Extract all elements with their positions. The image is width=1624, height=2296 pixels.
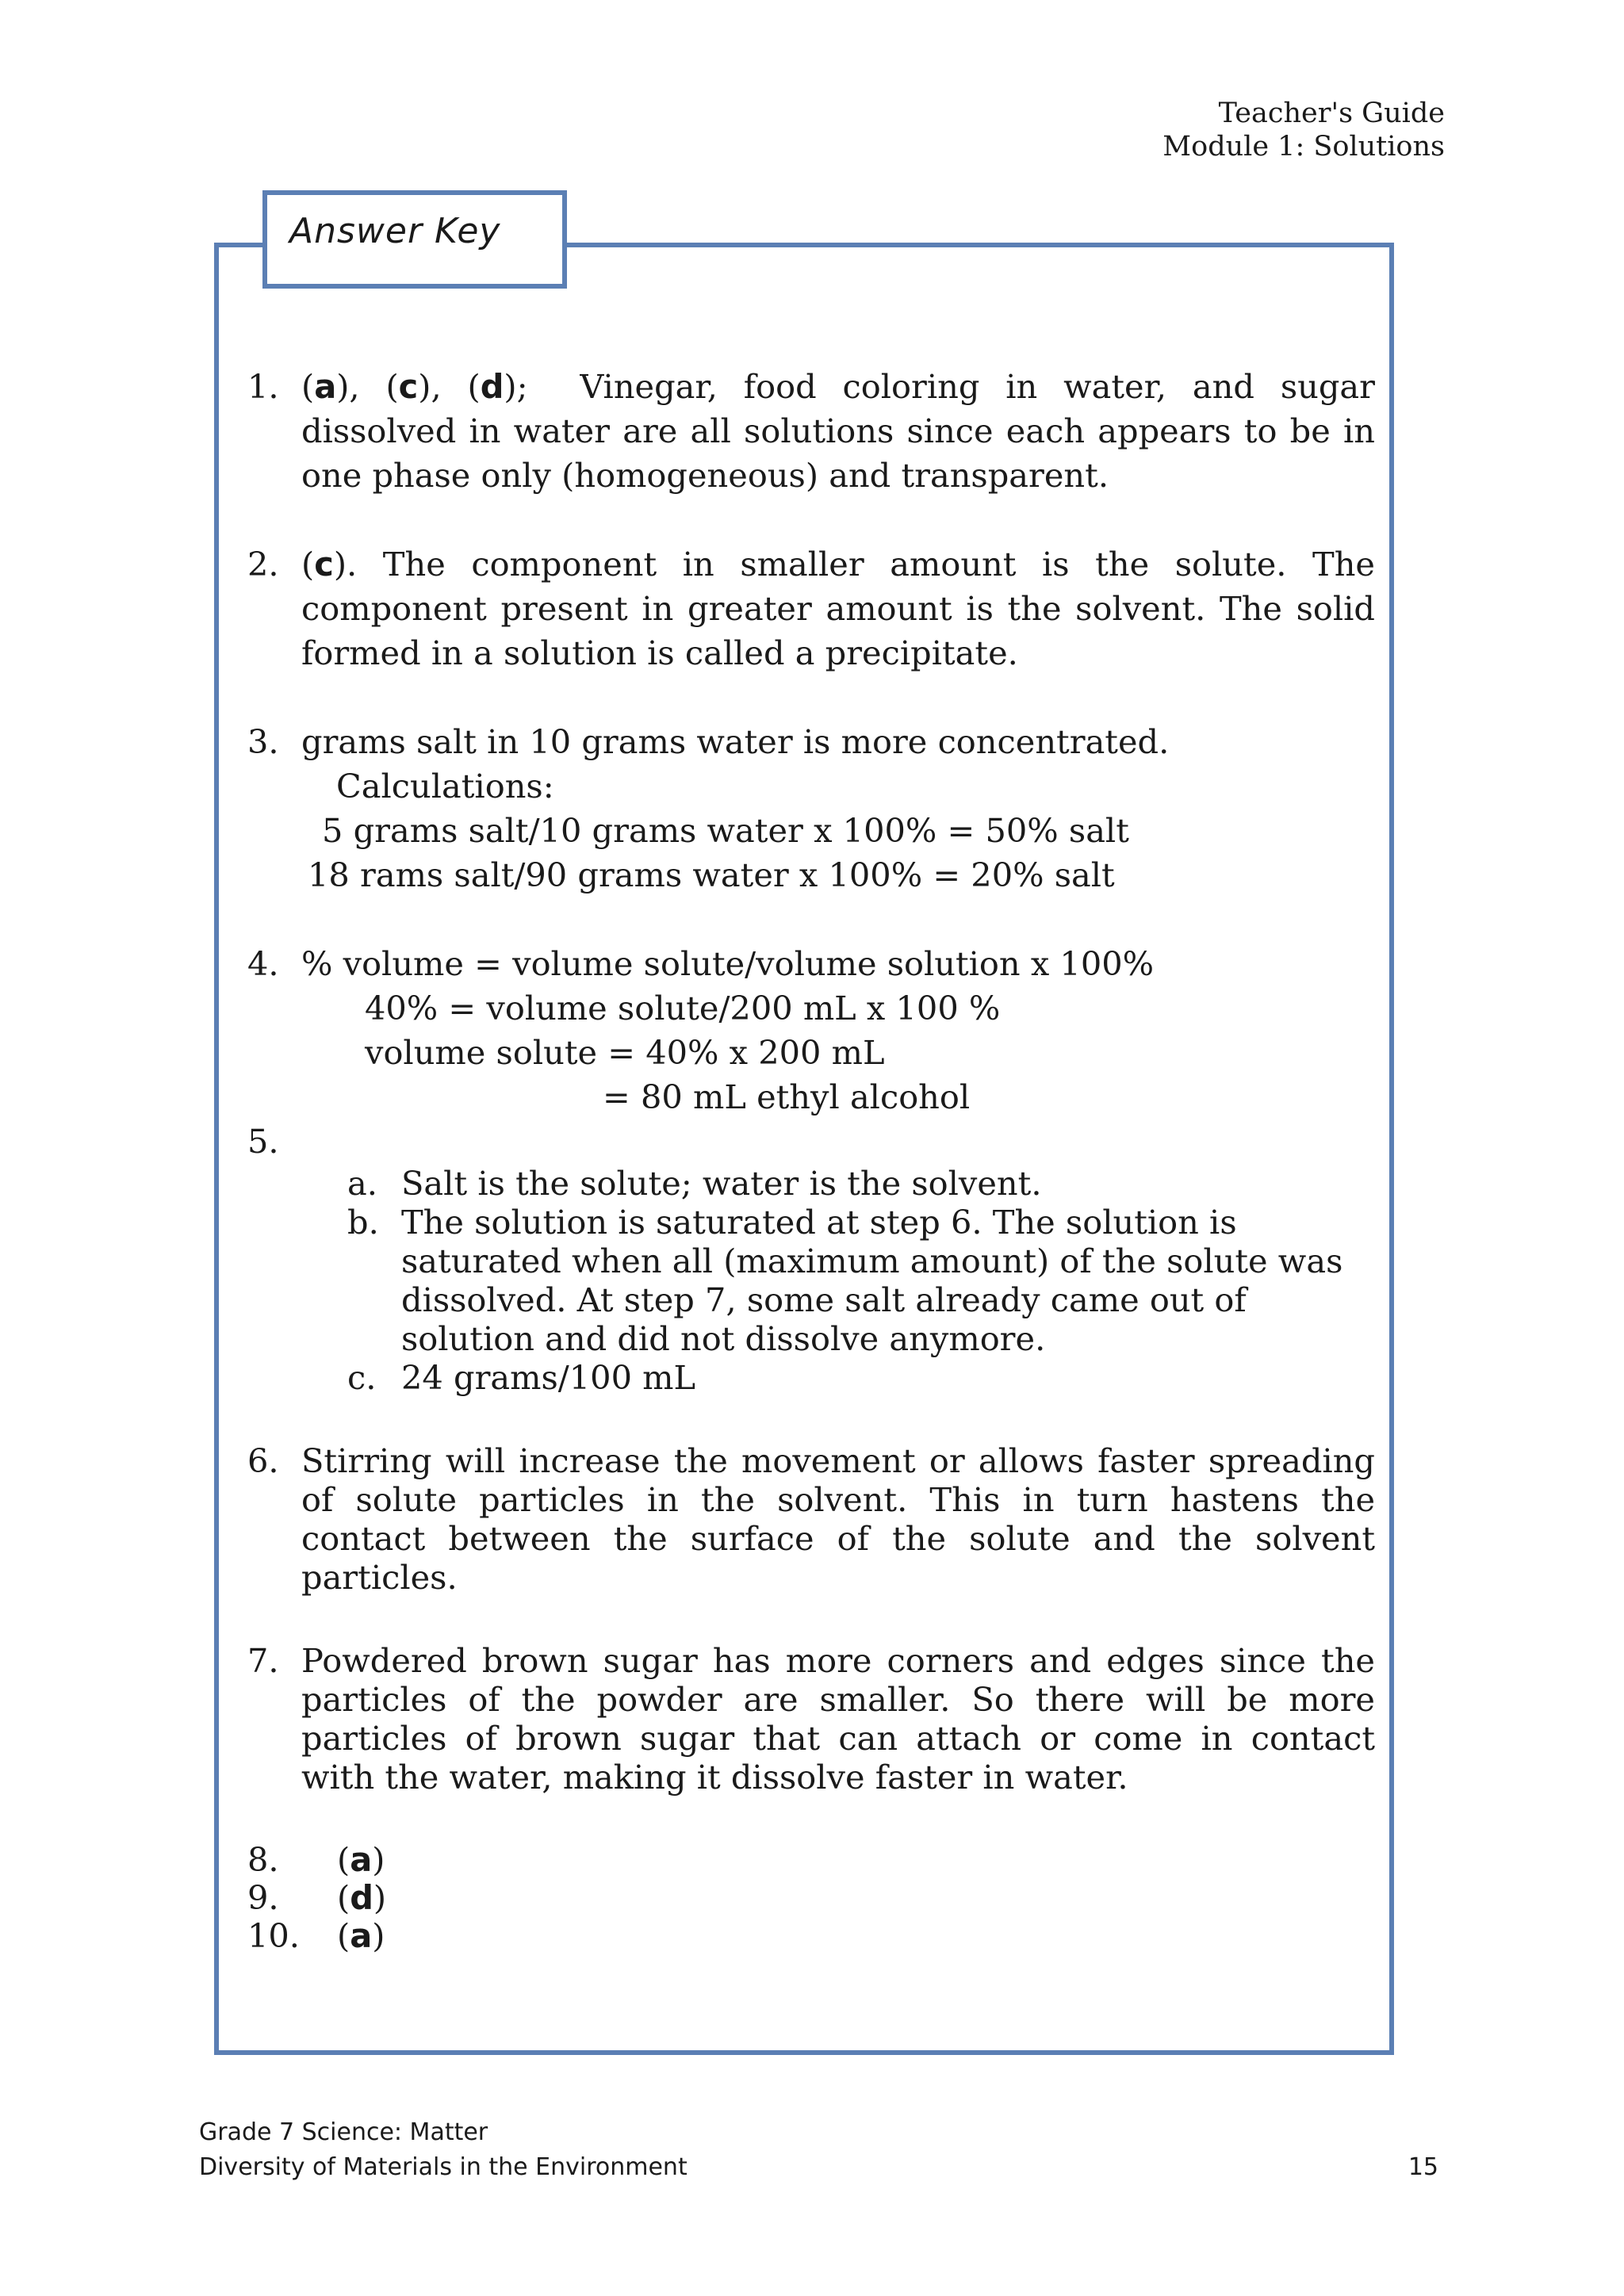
header-module-title: Module 1: Solutions (1162, 131, 1445, 163)
calculation-line: 18 rams salt/90 grams water x 100% = 20% salt (308, 855, 1115, 894)
answer-5a (347, 1164, 1375, 1203)
answer-text: % volume = volume solute/volume solution x 100% (301, 944, 1155, 983)
page-footer (199, 2115, 688, 2185)
choice-letter: a (350, 1840, 373, 1879)
answer-text: grams salt in 10 grams water is more concentrated. (301, 722, 1170, 761)
answer-number: 1. (247, 367, 279, 406)
answer-text: Vinegar, food coloring in water, and sugar dissolved in water are all solutions since each appears to be in one phase only (homogeneous) and transparent. (301, 367, 1375, 495)
footer-course: Grade 7 Science: Matter (199, 2118, 488, 2146)
calculation-line: 5 grams salt/10 grams water x 100% = 50% salt (322, 811, 1129, 850)
answer-2: 2. (c). The component in smaller amount is the solute. The component present in greater amount is the solvent. The solid formed in a solution is called a precipitate. (247, 542, 1375, 675)
answer-number: 8. (247, 1840, 279, 1879)
answer-number: 2. (247, 545, 279, 584)
answer-number: 7. (247, 1641, 279, 1680)
choice-letter: d (480, 367, 504, 406)
answer-5b (347, 1203, 1375, 1358)
answer-text: Powdered brown sugar has more corners and edges since the particles of the powder are smaller. So there will be more particles of brown sugar that can attach or come in contact with the water, making it dissolve faster in water. (301, 1641, 1375, 1797)
calculation-line: 40% = volume solute/200 mL x 100 % (365, 989, 1001, 1027)
calculations-label: Calculations: (336, 767, 554, 806)
answer-10: 10. (a) (247, 1916, 385, 1955)
footer-unit: Diversity of Materials in the Environment (199, 2153, 688, 2181)
sub-letter: a. (347, 1164, 377, 1203)
answer-text: 24 grams/100 mL (401, 1358, 696, 1397)
calculation-line: volume solute = 40% x 200 mL (365, 1033, 885, 1072)
page-header (1162, 97, 1445, 163)
page-number: 15 (1408, 2153, 1438, 2181)
header-guide-title: Teacher's Guide (1218, 98, 1445, 129)
answer-number: 4. (247, 944, 279, 983)
answer-text: Salt is the solute; water is the solvent. (401, 1164, 1042, 1203)
answer-text: Stirring will increase the movement or allows faster spreading of solute particles in the solvent. This in turn hastens the contact between the surface of the solute and the solvent particles. (301, 1441, 1375, 1597)
answer-number: 6. (247, 1441, 279, 1480)
answer-8: 8. (a) (247, 1840, 385, 1879)
calculation-line: = 80 mL ethyl alcohol (603, 1077, 971, 1116)
answer-number: 9. (247, 1878, 279, 1917)
sub-letter: c. (347, 1358, 377, 1397)
answer-list (247, 365, 1375, 1955)
choice-letter: c (398, 367, 419, 406)
answer-9: 9. (d) (247, 1878, 387, 1917)
answer-3 (247, 720, 1375, 764)
answer-number: 3. (247, 722, 279, 761)
choice-letter: a (314, 367, 337, 406)
answer-7 (247, 1641, 1375, 1797)
choice-letter: c (314, 545, 334, 584)
answer-6 (247, 1441, 1375, 1597)
answer-5-number: 5. (247, 1122, 279, 1161)
answer-text: The component in smaller amount is the solute. The component present in greater amount is the solvent. The solid formed in a solution is called a precipitate. (301, 545, 1375, 672)
answer-text: The solution is saturated at step 6. The solution is saturated when all (maximum amount) of the solute was dissolved. At step 7, some salt already came out of solution and did not dissolve anymore. (401, 1203, 1343, 1358)
answer-4 (247, 942, 1375, 986)
choice-letter: d (350, 1878, 373, 1917)
sub-letter: b. (347, 1203, 379, 1242)
answer-5c (347, 1358, 1375, 1397)
answer-key-tab: Answer Key (262, 190, 567, 289)
choice-letter: a (350, 1916, 373, 1955)
answer-1: 1. (a), (c), (d); Vinegar, food coloring in water, and sugar dissolved in water are all solutions since each appears to be in one phase only (homogeneous) and transparent. (247, 365, 1375, 498)
answer-number: 10. (247, 1916, 300, 1955)
